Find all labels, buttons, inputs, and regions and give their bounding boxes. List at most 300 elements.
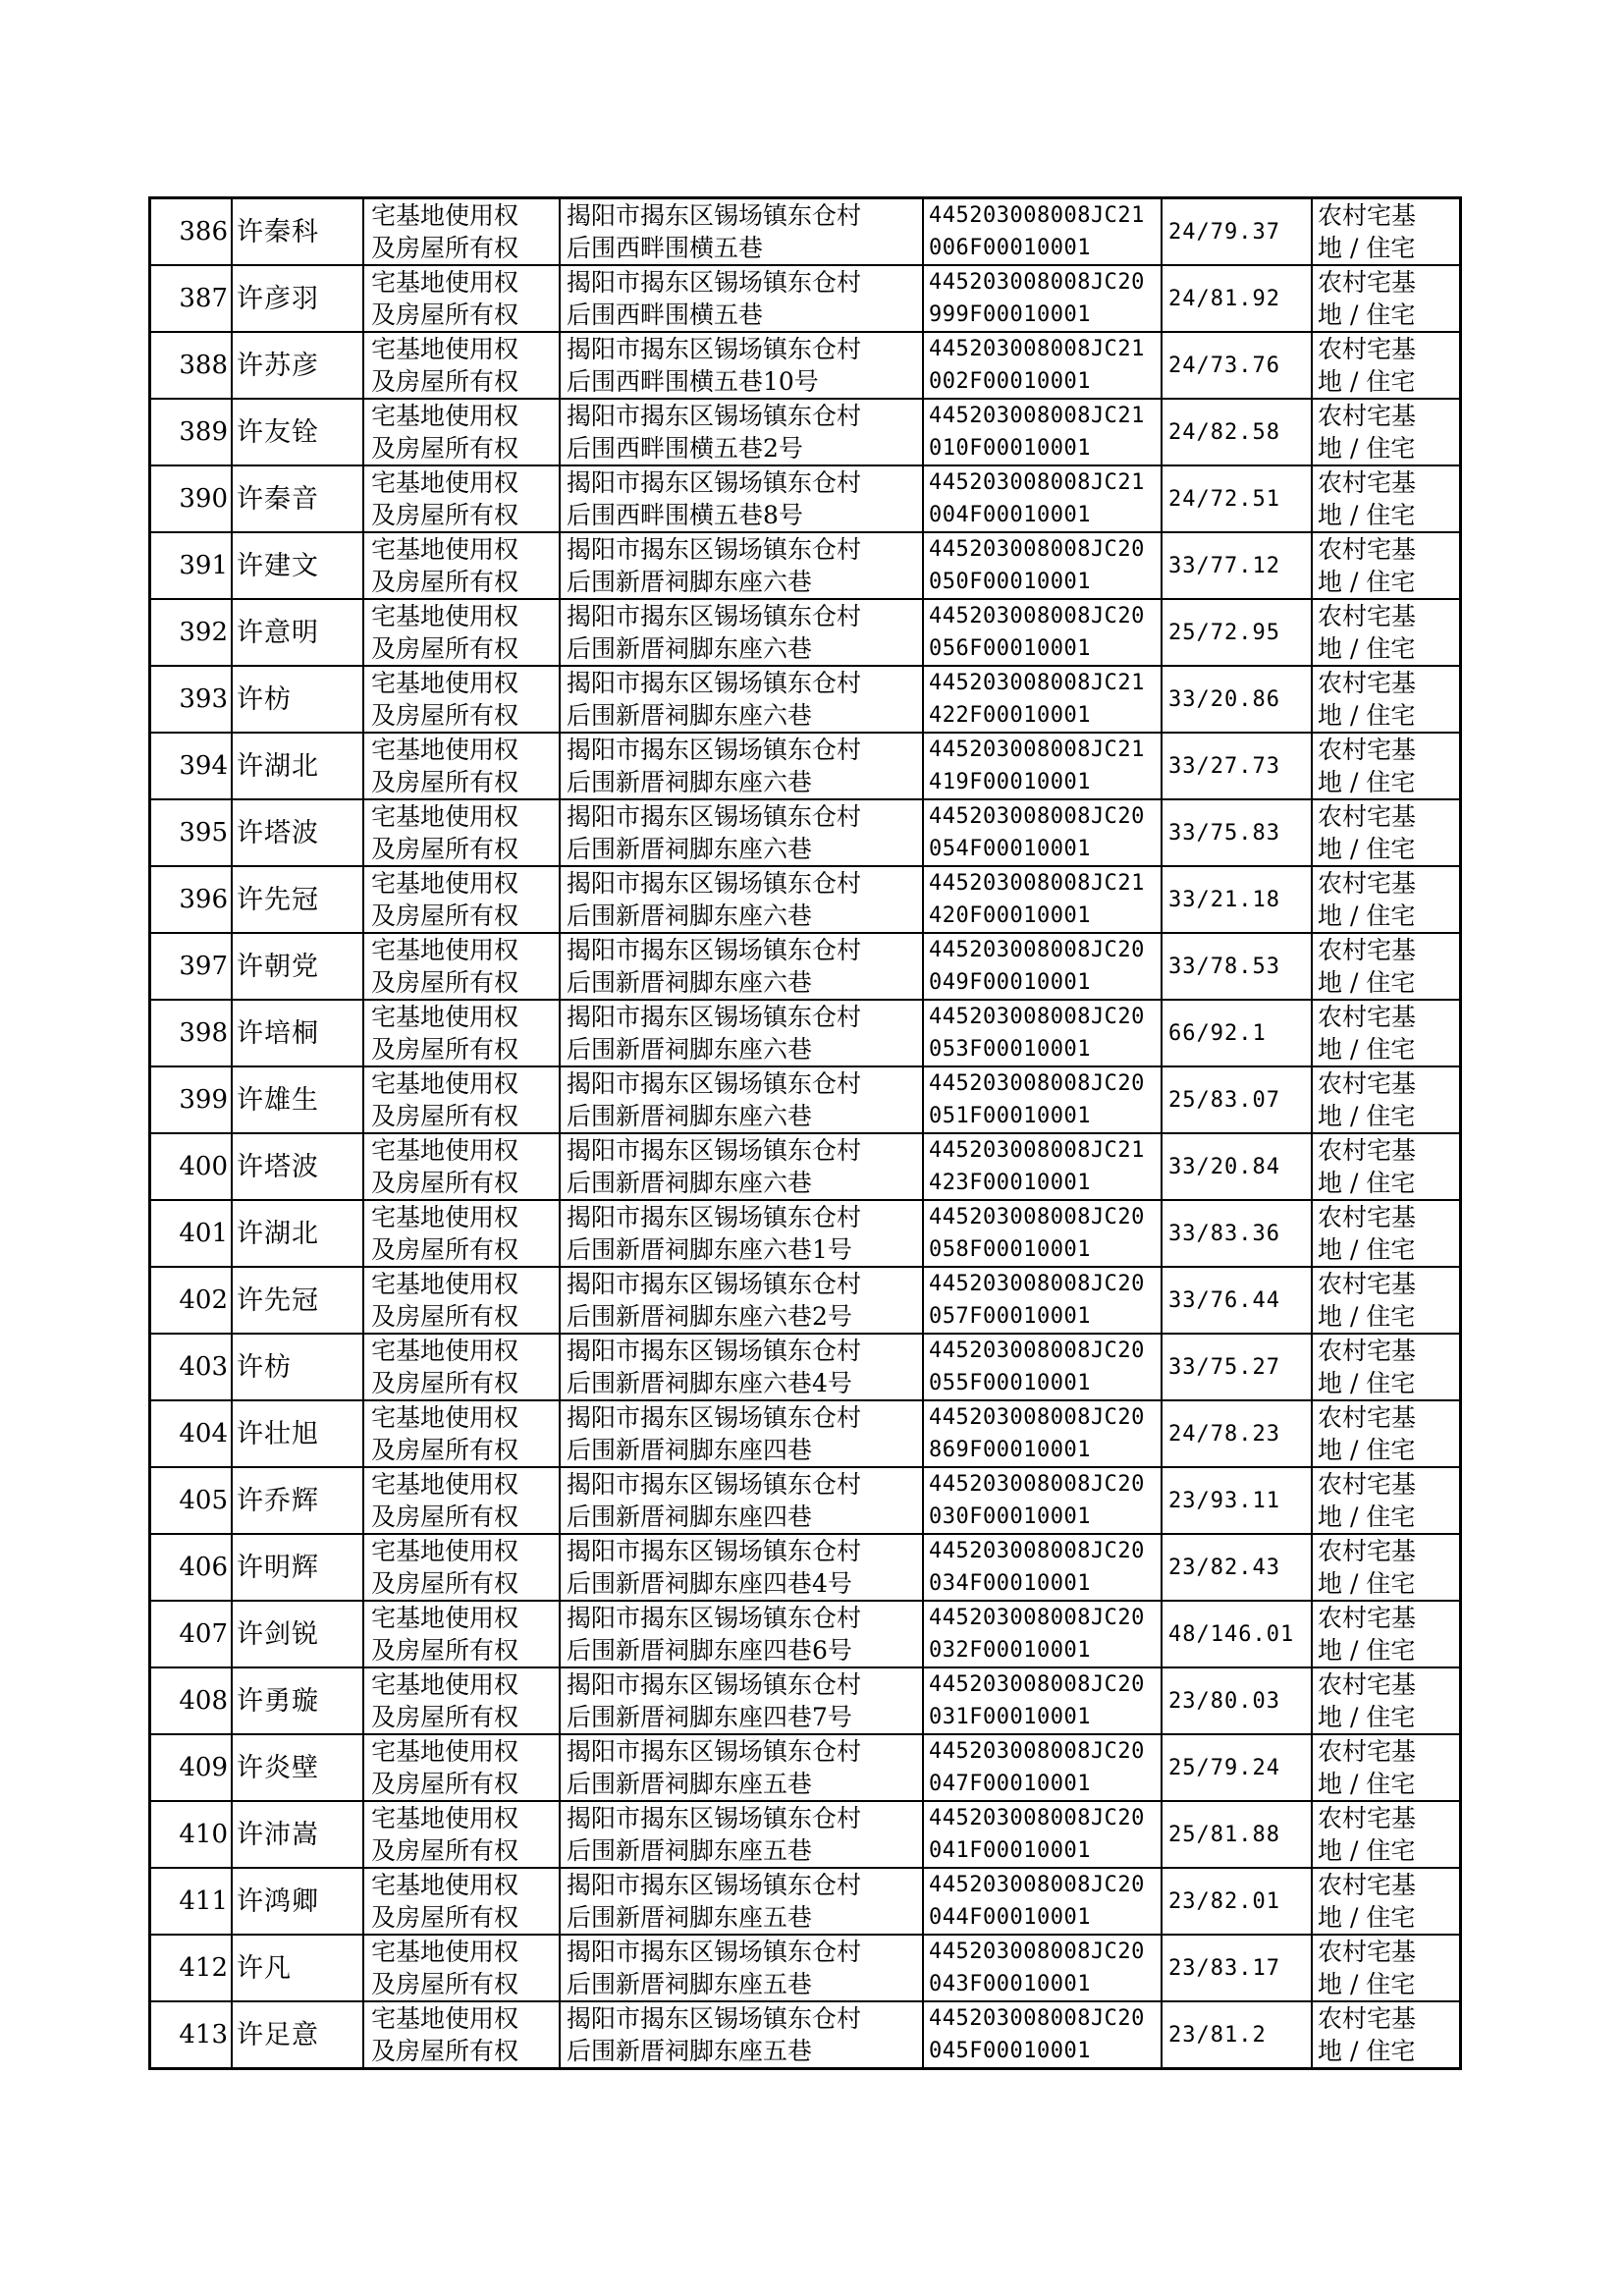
location-cell-line: 后围新厝祠脚东座五巷	[567, 1836, 813, 1865]
right-type-cell-line: 宅基地使用权	[371, 1537, 519, 1565]
right-type-cell-line: 宅基地使用权	[371, 2004, 519, 2033]
right-type-cell-line: 及房屋所有权	[371, 968, 519, 997]
usage-cell	[1312, 1801, 1461, 1868]
unit-code-cell-line: 445203008008JC20	[929, 1472, 1145, 1497]
unit-code-cell-line: 420F00010001	[929, 903, 1091, 928]
owner-name-cell: 许意明	[232, 599, 363, 666]
area-cell: 23/80.03	[1162, 1667, 1312, 1734]
right-type-cell	[363, 1734, 560, 1801]
unit-code-cell-line: 445203008008JC21	[929, 671, 1145, 695]
area-cell: 33/27.73	[1162, 733, 1312, 799]
right-type-cell	[363, 599, 560, 666]
right-type-cell-line: 及房屋所有权	[371, 1503, 519, 1531]
right-type-cell	[363, 1601, 560, 1667]
unit-code-cell	[923, 599, 1162, 666]
usage-cell	[1312, 1400, 1461, 1467]
location-cell	[560, 733, 923, 799]
right-type-cell-line: 及房屋所有权	[371, 1369, 519, 1397]
row-number-cell: 403	[150, 1334, 233, 1400]
unit-code-cell-line: 043F00010001	[929, 1972, 1091, 1996]
right-type-cell-line: 及房屋所有权	[371, 1102, 519, 1130]
right-type-cell-line: 及房屋所有权	[371, 1302, 519, 1331]
usage-cell-line: 地 / 住宅	[1318, 234, 1416, 262]
area-cell: 24/82.58	[1162, 399, 1312, 465]
owner-name-cell: 许湖北	[232, 1200, 363, 1267]
right-type-cell-line: 及房屋所有权	[371, 902, 519, 930]
usage-cell	[1312, 866, 1461, 933]
right-type-cell-line: 宅基地使用权	[371, 1737, 519, 1766]
usage-cell-line: 地 / 住宅	[1318, 367, 1416, 396]
row-number-cell: 391	[150, 532, 233, 599]
usage-cell-line: 农村宅基	[1318, 1203, 1417, 1231]
location-cell	[560, 866, 923, 933]
usage-cell-line: 农村宅基	[1318, 268, 1417, 297]
unit-code-cell-line: 445203008008JC20	[929, 270, 1145, 295]
right-type-cell	[363, 1667, 560, 1734]
location-cell-line: 揭阳市揭东区锡场镇东仓村	[567, 1737, 862, 1766]
area-cell: 23/83.17	[1162, 1935, 1312, 2001]
usage-cell	[1312, 1534, 1461, 1601]
unit-code-cell-line: 031F00010001	[929, 1705, 1091, 1729]
right-type-cell-line: 宅基地使用权	[371, 201, 519, 230]
row-number-cell: 396	[150, 866, 233, 933]
area-cell: 33/75.27	[1162, 1334, 1312, 1400]
usage-cell-line: 地 / 住宅	[1318, 1903, 1416, 1932]
table-row	[150, 1267, 1461, 1334]
unit-code-cell-line: 445203008008JC21	[929, 337, 1145, 361]
unit-code-cell-line: 057F00010001	[929, 1304, 1091, 1329]
usage-cell	[1312, 1667, 1461, 1734]
location-cell-line: 后围新厝祠脚东座五巷	[567, 1770, 813, 1798]
area-cell: 48/146.01	[1162, 1601, 1312, 1667]
unit-code-cell-line: 053F00010001	[929, 1037, 1091, 1062]
usage-cell	[1312, 1467, 1461, 1534]
table-row	[150, 1534, 1461, 1601]
location-cell-line: 揭阳市揭东区锡场镇东仓村	[567, 1871, 862, 1899]
usage-cell-line: 农村宅基	[1318, 1069, 1417, 1098]
owner-name-cell: 许塔波	[232, 799, 363, 866]
unit-code-cell-line: 445203008008JC20	[929, 1339, 1145, 1363]
unit-code-cell-line: 032F00010001	[929, 1638, 1091, 1663]
location-cell	[560, 332, 923, 399]
owner-name-cell: 许枋	[232, 1334, 363, 1400]
unit-code-cell-line: 445203008008JC20	[929, 604, 1145, 628]
unit-code-cell-line: 030F00010001	[929, 1504, 1091, 1529]
location-cell	[560, 399, 923, 465]
owner-name-cell: 许乔辉	[232, 1467, 363, 1534]
usage-cell-line: 农村宅基	[1318, 2004, 1417, 2033]
usage-cell-line: 地 / 住宅	[1318, 968, 1416, 997]
usage-cell	[1312, 1935, 1461, 2001]
location-cell-line: 揭阳市揭东区锡场镇东仓村	[567, 1003, 862, 1031]
owner-name-cell: 许足意	[232, 2001, 363, 2069]
row-number-cell: 398	[150, 1000, 233, 1066]
location-cell	[560, 1534, 923, 1601]
usage-cell-line: 地 / 住宅	[1318, 1302, 1416, 1331]
table-row	[150, 1467, 1461, 1534]
location-cell-line: 后围新厝祠脚东座六巷4号	[567, 1369, 852, 1397]
location-cell-line: 揭阳市揭东区锡场镇东仓村	[567, 535, 862, 564]
usage-cell-line: 地 / 住宅	[1318, 1235, 1416, 1264]
location-cell-line: 揭阳市揭东区锡场镇东仓村	[567, 201, 862, 230]
table-row	[150, 1868, 1461, 1935]
area-cell: 24/81.92	[1162, 265, 1312, 332]
unit-code-cell-line: 055F00010001	[929, 1371, 1091, 1395]
table-row	[150, 1334, 1461, 1400]
usage-cell-line: 农村宅基	[1318, 1136, 1417, 1165]
right-type-cell	[363, 399, 560, 465]
location-cell-line: 揭阳市揭东区锡场镇东仓村	[567, 2004, 862, 2033]
usage-cell-line: 地 / 住宅	[1318, 434, 1416, 463]
row-number-cell: 406	[150, 1534, 233, 1601]
location-cell-line: 后围新厝祠脚东座六巷	[567, 701, 813, 730]
location-cell-line: 揭阳市揭东区锡场镇东仓村	[567, 1938, 862, 1966]
unit-code-cell	[923, 2001, 1162, 2069]
location-cell-line: 揭阳市揭东区锡场镇东仓村	[567, 402, 862, 430]
location-cell	[560, 1734, 923, 1801]
area-cell: 33/20.84	[1162, 1133, 1312, 1200]
usage-cell-line: 地 / 住宅	[1318, 1035, 1416, 1064]
unit-code-cell	[923, 1868, 1162, 1935]
row-number-cell: 389	[150, 399, 233, 465]
unit-code-cell-line: 049F00010001	[929, 970, 1091, 995]
right-type-cell-line: 及房屋所有权	[371, 367, 519, 396]
unit-code-cell-line: 034F00010001	[929, 1571, 1091, 1596]
unit-code-cell	[923, 866, 1162, 933]
location-cell-line: 揭阳市揭东区锡场镇东仓村	[567, 1403, 862, 1432]
location-cell-line: 揭阳市揭东区锡场镇东仓村	[567, 869, 862, 898]
registry-table	[148, 196, 1462, 2070]
location-cell-line: 后围新厝祠脚东座六巷	[567, 634, 813, 663]
location-cell-line: 后围新厝祠脚东座六巷2号	[567, 1302, 852, 1331]
table-row	[150, 666, 1461, 733]
unit-code-cell-line: 445203008008JC20	[929, 1873, 1145, 1897]
right-type-cell	[363, 2001, 560, 2069]
usage-cell-line: 农村宅基	[1318, 1537, 1417, 1565]
location-cell-line: 后围新厝祠脚东座五巷	[567, 1903, 813, 1932]
usage-cell	[1312, 666, 1461, 733]
location-cell-line: 后围新厝祠脚东座六巷	[567, 568, 813, 596]
unit-code-cell-line: 056F00010001	[929, 636, 1091, 661]
area-cell: 25/79.24	[1162, 1734, 1312, 1801]
location-cell	[560, 1133, 923, 1200]
right-type-cell-line: 宅基地使用权	[371, 1136, 519, 1165]
usage-cell	[1312, 1133, 1461, 1200]
usage-cell	[1312, 1868, 1461, 1935]
right-type-cell-line: 宅基地使用权	[371, 736, 519, 764]
table-row	[150, 933, 1461, 1000]
right-type-cell-line: 宅基地使用权	[371, 335, 519, 363]
usage-cell-line: 地 / 住宅	[1318, 1503, 1416, 1531]
right-type-cell-line: 宅基地使用权	[371, 936, 519, 964]
area-cell: 24/73.76	[1162, 332, 1312, 399]
right-type-cell	[363, 866, 560, 933]
location-cell-line: 后围新厝祠脚东座六巷	[567, 1102, 813, 1130]
unit-code-cell	[923, 198, 1162, 266]
unit-code-cell-line: 423F00010001	[929, 1171, 1091, 1195]
location-cell-line: 揭阳市揭东区锡场镇东仓村	[567, 1804, 862, 1832]
usage-cell-line: 地 / 住宅	[1318, 1369, 1416, 1397]
row-number-cell: 411	[150, 1868, 233, 1935]
right-type-cell	[363, 1267, 560, 1334]
area-cell: 33/75.83	[1162, 799, 1312, 866]
location-cell	[560, 2001, 923, 2069]
usage-cell-line: 地 / 住宅	[1318, 1836, 1416, 1865]
location-cell-line: 揭阳市揭东区锡场镇东仓村	[567, 1337, 862, 1365]
right-type-cell-line: 宅基地使用权	[371, 468, 519, 497]
area-cell: 33/78.53	[1162, 933, 1312, 1000]
right-type-cell-line: 宅基地使用权	[371, 1938, 519, 1966]
location-cell-line: 后围西畔围横五巷2号	[567, 434, 803, 463]
location-cell-line: 后围新厝祠脚东座六巷	[567, 968, 813, 997]
right-type-cell-line: 宅基地使用权	[371, 669, 519, 697]
location-cell	[560, 532, 923, 599]
unit-code-cell-line: 445203008008JC20	[929, 1005, 1145, 1029]
usage-cell-line: 农村宅基	[1318, 802, 1417, 831]
row-number-cell: 413	[150, 2001, 233, 2069]
unit-code-cell	[923, 1734, 1162, 1801]
location-cell-line: 揭阳市揭东区锡场镇东仓村	[567, 669, 862, 697]
owner-name-cell: 许剑锐	[232, 1601, 363, 1667]
unit-code-cell-line: 445203008008JC21	[929, 1138, 1145, 1163]
table-row	[150, 1667, 1461, 1734]
unit-code-cell	[923, 733, 1162, 799]
location-cell-line: 揭阳市揭东区锡场镇东仓村	[567, 602, 862, 630]
area-cell: 23/82.43	[1162, 1534, 1312, 1601]
usage-cell-line: 农村宅基	[1318, 1003, 1417, 1031]
right-type-cell-line: 及房屋所有权	[371, 1035, 519, 1064]
usage-cell	[1312, 1734, 1461, 1801]
location-cell-line: 后围新厝祠脚东座五巷	[567, 2037, 813, 2065]
row-number-cell: 397	[150, 933, 233, 1000]
usage-cell-line: 农村宅基	[1318, 936, 1417, 964]
location-cell	[560, 198, 923, 266]
right-type-cell	[363, 733, 560, 799]
right-type-cell-line: 宅基地使用权	[371, 535, 519, 564]
right-type-cell	[363, 1935, 560, 2001]
unit-code-cell	[923, 666, 1162, 733]
area-cell: 23/81.2	[1162, 2001, 1312, 2069]
location-cell	[560, 933, 923, 1000]
location-cell	[560, 265, 923, 332]
right-type-cell-line: 宅基地使用权	[371, 1203, 519, 1231]
location-cell-line: 揭阳市揭东区锡场镇东仓村	[567, 1069, 862, 1098]
unit-code-cell-line: 051F00010001	[929, 1104, 1091, 1128]
table-row	[150, 866, 1461, 933]
unit-code-cell-line: 445203008008JC21	[929, 738, 1145, 762]
usage-cell	[1312, 1066, 1461, 1133]
usage-cell-line: 地 / 住宅	[1318, 1770, 1416, 1798]
right-type-cell	[363, 532, 560, 599]
table-row	[150, 733, 1461, 799]
owner-name-cell: 许朝党	[232, 933, 363, 1000]
usage-cell-line: 农村宅基	[1318, 1938, 1417, 1966]
owner-name-cell: 许凡	[232, 1935, 363, 2001]
right-type-cell	[363, 1400, 560, 1467]
usage-cell-line: 地 / 住宅	[1318, 1636, 1416, 1665]
unit-code-cell-line: 445203008008JC20	[929, 1739, 1145, 1764]
usage-cell-line: 地 / 住宅	[1318, 1102, 1416, 1130]
usage-cell-line: 地 / 住宅	[1318, 902, 1416, 930]
usage-cell	[1312, 1601, 1461, 1667]
right-type-cell	[363, 933, 560, 1000]
usage-cell-line: 农村宅基	[1318, 201, 1417, 230]
table-row	[150, 1000, 1461, 1066]
usage-cell-line: 农村宅基	[1318, 1337, 1417, 1365]
location-cell-line: 后围新厝祠脚东座六巷	[567, 835, 813, 863]
usage-cell-line: 农村宅基	[1318, 1270, 1417, 1298]
unit-code-cell	[923, 1400, 1162, 1467]
location-cell	[560, 666, 923, 733]
unit-code-cell-line: 445203008008JC20	[929, 1405, 1145, 1430]
usage-cell-line: 农村宅基	[1318, 736, 1417, 764]
unit-code-cell-line: 445203008008JC20	[929, 1672, 1145, 1697]
right-type-cell-line: 宅基地使用权	[371, 1604, 519, 1632]
unit-code-cell	[923, 1133, 1162, 1200]
usage-cell	[1312, 1267, 1461, 1334]
area-cell: 66/92.1	[1162, 1000, 1312, 1066]
usage-cell	[1312, 2001, 1461, 2069]
right-type-cell-line: 宅基地使用权	[371, 1069, 519, 1098]
owner-name-cell: 许建文	[232, 532, 363, 599]
row-number-cell: 388	[150, 332, 233, 399]
owner-name-cell: 许明辉	[232, 1534, 363, 1601]
right-type-cell-line: 及房屋所有权	[371, 434, 519, 463]
owner-name-cell: 许勇璇	[232, 1667, 363, 1734]
right-type-cell-line: 及房屋所有权	[371, 1436, 519, 1464]
unit-code-cell	[923, 532, 1162, 599]
usage-cell-line: 农村宅基	[1318, 535, 1417, 564]
right-type-cell-line: 及房屋所有权	[371, 1169, 519, 1197]
location-cell-line: 后围新厝祠脚东座六巷	[567, 902, 813, 930]
right-type-cell-line: 及房屋所有权	[371, 1770, 519, 1798]
row-number-cell: 395	[150, 799, 233, 866]
unit-code-cell-line: 445203008008JC20	[929, 1606, 1145, 1630]
row-number-cell: 393	[150, 666, 233, 733]
table-row	[150, 1200, 1461, 1267]
unit-code-cell-line: 999F00010001	[929, 302, 1091, 327]
row-number-cell: 399	[150, 1066, 233, 1133]
unit-code-cell-line: 445203008008JC21	[929, 871, 1145, 896]
unit-code-cell	[923, 265, 1162, 332]
unit-code-cell-line: 445203008008JC20	[929, 537, 1145, 562]
right-type-cell-line: 宅基地使用权	[371, 1871, 519, 1899]
unit-code-cell-line: 054F00010001	[929, 837, 1091, 861]
usage-cell-line: 地 / 住宅	[1318, 634, 1416, 663]
unit-code-cell-line: 419F00010001	[929, 770, 1091, 794]
row-number-cell: 408	[150, 1667, 233, 1734]
area-cell: 24/79.37	[1162, 198, 1312, 266]
table-row	[150, 465, 1461, 532]
usage-cell-line: 地 / 住宅	[1318, 1169, 1416, 1197]
usage-cell-line: 农村宅基	[1318, 1604, 1417, 1632]
usage-cell	[1312, 599, 1461, 666]
location-cell-line: 后围新厝祠脚东座六巷	[567, 1035, 813, 1064]
usage-cell-line: 地 / 住宅	[1318, 2037, 1416, 2065]
unit-code-cell	[923, 1667, 1162, 1734]
usage-cell	[1312, 733, 1461, 799]
location-cell-line: 揭阳市揭东区锡场镇东仓村	[567, 736, 862, 764]
location-cell	[560, 799, 923, 866]
usage-cell	[1312, 532, 1461, 599]
area-cell: 24/72.51	[1162, 465, 1312, 532]
area-cell: 24/78.23	[1162, 1400, 1312, 1467]
right-type-cell	[363, 1334, 560, 1400]
usage-cell-line: 地 / 住宅	[1318, 835, 1416, 863]
location-cell-line: 后围新厝祠脚东座五巷	[567, 1970, 813, 1998]
usage-cell-line: 农村宅基	[1318, 1871, 1417, 1899]
unit-code-cell	[923, 1801, 1162, 1868]
right-type-cell	[363, 1200, 560, 1267]
location-cell	[560, 1601, 923, 1667]
unit-code-cell	[923, 1200, 1162, 1267]
usage-cell-line: 地 / 住宅	[1318, 501, 1416, 529]
usage-cell	[1312, 198, 1461, 266]
usage-cell	[1312, 1000, 1461, 1066]
usage-cell-line: 农村宅基	[1318, 1670, 1417, 1699]
row-number-cell: 412	[150, 1935, 233, 2001]
usage-cell-line: 农村宅基	[1318, 335, 1417, 363]
right-type-cell-line: 及房屋所有权	[371, 835, 519, 863]
location-cell	[560, 1667, 923, 1734]
usage-cell-line: 农村宅基	[1318, 468, 1417, 497]
owner-name-cell: 许苏彦	[232, 332, 363, 399]
unit-code-cell-line: 047F00010001	[929, 1772, 1091, 1796]
usage-cell-line: 农村宅基	[1318, 869, 1417, 898]
area-cell: 23/93.11	[1162, 1467, 1312, 1534]
owner-name-cell: 许培桐	[232, 1000, 363, 1066]
right-type-cell-line: 及房屋所有权	[371, 301, 519, 329]
usage-cell-line: 农村宅基	[1318, 1470, 1417, 1499]
location-cell-line: 揭阳市揭东区锡场镇东仓村	[567, 1203, 862, 1231]
table-row	[150, 799, 1461, 866]
location-cell	[560, 1334, 923, 1400]
usage-cell-line: 农村宅基	[1318, 1737, 1417, 1766]
right-type-cell	[363, 198, 560, 266]
right-type-cell	[363, 1868, 560, 1935]
usage-cell	[1312, 1200, 1461, 1267]
unit-code-cell	[923, 1334, 1162, 1400]
row-number-cell: 402	[150, 1267, 233, 1334]
row-number-cell: 400	[150, 1133, 233, 1200]
right-type-cell	[363, 1133, 560, 1200]
location-cell	[560, 1801, 923, 1868]
unit-code-cell-line: 445203008008JC20	[929, 804, 1145, 829]
usage-cell-line: 农村宅基	[1318, 669, 1417, 697]
right-type-cell-line: 及房屋所有权	[371, 501, 519, 529]
location-cell-line: 揭阳市揭东区锡场镇东仓村	[567, 1604, 862, 1632]
location-cell-line: 揭阳市揭东区锡场镇东仓村	[567, 1537, 862, 1565]
owner-name-cell: 许先冠	[232, 1267, 363, 1334]
location-cell-line: 揭阳市揭东区锡场镇东仓村	[567, 335, 862, 363]
location-cell-line: 后围新厝祠脚东座四巷7号	[567, 1703, 852, 1731]
row-number-cell: 386	[150, 198, 233, 266]
table-row	[150, 1601, 1461, 1667]
right-type-cell	[363, 1066, 560, 1133]
right-type-cell-line: 宅基地使用权	[371, 1403, 519, 1432]
unit-code-cell	[923, 399, 1162, 465]
location-cell	[560, 1000, 923, 1066]
unit-code-cell-line: 058F00010001	[929, 1237, 1091, 1262]
usage-cell-line: 农村宅基	[1318, 1804, 1417, 1832]
table-body	[150, 198, 1461, 2069]
usage-cell	[1312, 265, 1461, 332]
unit-code-cell-line: 445203008008JC20	[929, 1272, 1145, 1296]
location-cell-line: 后围西畔围横五巷8号	[567, 501, 803, 529]
right-type-cell	[363, 1467, 560, 1534]
area-cell: 33/83.36	[1162, 1200, 1312, 1267]
right-type-cell-line: 宅基地使用权	[371, 602, 519, 630]
